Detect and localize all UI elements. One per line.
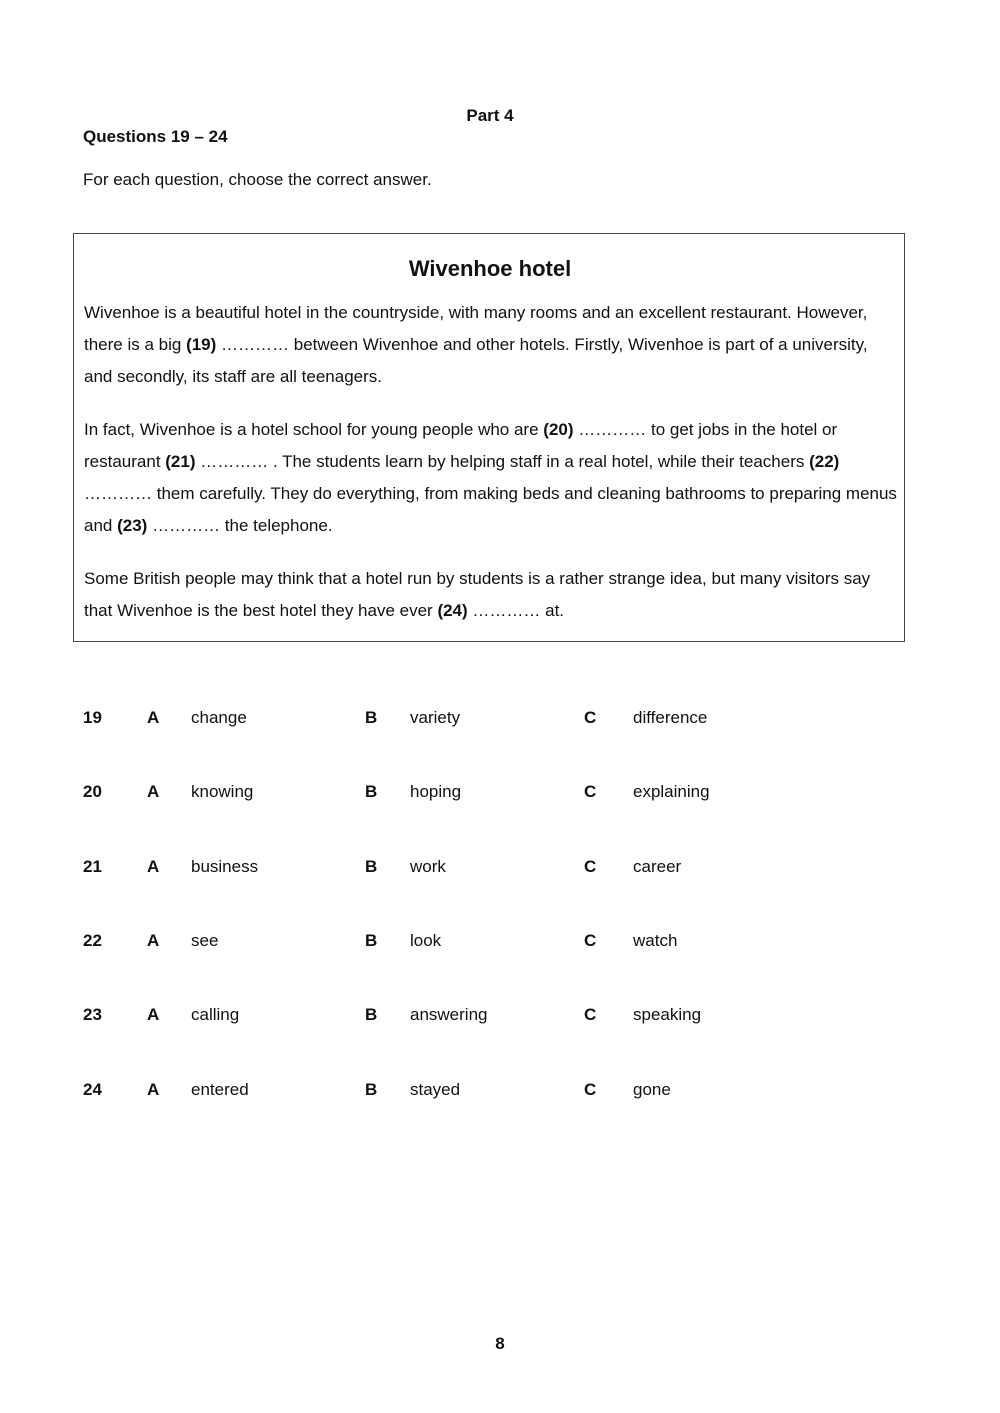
option-label-a: A [147,782,160,801]
gap-number-21: (21) [165,452,196,471]
option-label-c: C [584,1080,597,1099]
passage-text: the telephone. [220,516,333,535]
option-c[interactable]: explaining [633,782,710,801]
option-b[interactable]: answering [410,1005,488,1024]
page-number: 8 [495,1334,505,1353]
answer-row-24 [0,1072,1000,1108]
option-a[interactable]: entered [191,1080,249,1099]
gap-24[interactable]: ………… [472,601,541,620]
gap-19[interactable]: ………… [221,335,290,354]
gap-number-19: (19) [186,335,217,354]
passage-paragraph-2 [84,414,899,542]
passage-text: In fact, Wivenhoe is a hotel school for young people who are [84,420,544,439]
option-label-c: C [584,1005,597,1024]
option-label-b: B [365,931,378,950]
passage-text: at. [540,601,565,620]
passage-text: to get jobs in the hotel or restaurant [84,420,838,471]
option-c[interactable]: gone [633,1080,671,1099]
option-b[interactable]: hoping [410,782,462,801]
option-label-c: C [584,708,597,727]
option-b[interactable]: look [410,931,442,950]
option-label-b: B [365,708,378,727]
option-b[interactable]: work [410,857,446,876]
passage-paragraph-1 [84,297,899,393]
option-label-c: C [584,782,597,801]
gap-20[interactable]: ………… [578,420,647,439]
instruction-text: For each question, choose the correct answer. [83,170,432,189]
option-b[interactable]: variety [410,708,461,727]
option-label-c: C [584,857,597,876]
passage-text: them carefully. They do everything, from making beds and cleaning bathrooms to preparing menus and [84,484,897,535]
option-label-a: A [147,857,160,876]
option-c[interactable]: difference [633,708,708,727]
option-label-b: B [365,1080,378,1099]
option-a[interactable]: knowing [191,782,254,801]
gap-number-23: (23) [117,516,148,535]
option-a[interactable]: business [191,857,259,876]
option-label-a: A [147,708,160,727]
gap-23[interactable]: ………… [152,516,221,535]
passage-text: Wivenhoe is a beautiful hotel in the countryside, with many rooms and an excellent restaurant. However, there is a big [84,303,868,354]
option-a[interactable]: calling [191,1005,240,1024]
question-number: 21 [83,857,102,876]
answer-row-22 [0,923,1000,959]
gap-number-20: (20) [543,420,574,439]
gap-number-22: (22) [809,452,840,471]
option-b[interactable]: stayed [410,1080,461,1099]
answer-row-20 [0,774,1000,810]
passage-title: Wivenhoe hotel [408,256,572,281]
passage-text: Some British people may think that a hotel run by students is a rather strange idea, but many visitors say that Wivenhoe is the best hotel they have ever [84,569,871,620]
option-label-a: A [147,1005,160,1024]
option-c[interactable]: speaking [633,1005,702,1024]
option-c[interactable]: career [633,857,682,876]
option-label-c: C [584,931,597,950]
gap-number-24: (24) [437,601,468,620]
passage-box [73,233,905,642]
part-title: Part 4 [466,106,514,125]
option-label-b: B [365,782,378,801]
option-a[interactable]: change [191,708,247,727]
passage-text: . The students learn by helping staff in a real hotel, while their teachers [268,452,810,471]
option-a[interactable]: see [191,931,219,950]
question-number: 22 [83,931,102,950]
gap-22[interactable]: ………… [84,484,152,503]
answer-row-23 [0,997,1000,1033]
gap-21[interactable]: ………… [200,452,269,471]
question-number: 19 [83,708,102,727]
option-label-b: B [365,857,378,876]
option-label-b: B [365,1005,378,1024]
question-number: 20 [83,782,102,801]
answer-row-21 [0,849,1000,885]
passage-paragraph-3 [84,563,899,627]
question-number: 24 [83,1080,102,1099]
option-label-a: A [147,1080,160,1099]
answer-row-19 [0,700,1000,736]
passage-text: between Wivenhoe and other hotels. Firstly, Wivenhoe is part of a university, and secondly, its staff are all teenagers. [84,335,868,386]
questions-heading: Questions 19 – 24 [83,127,228,146]
question-number: 23 [83,1005,102,1024]
option-c[interactable]: watch [633,931,678,950]
option-label-a: A [147,931,160,950]
